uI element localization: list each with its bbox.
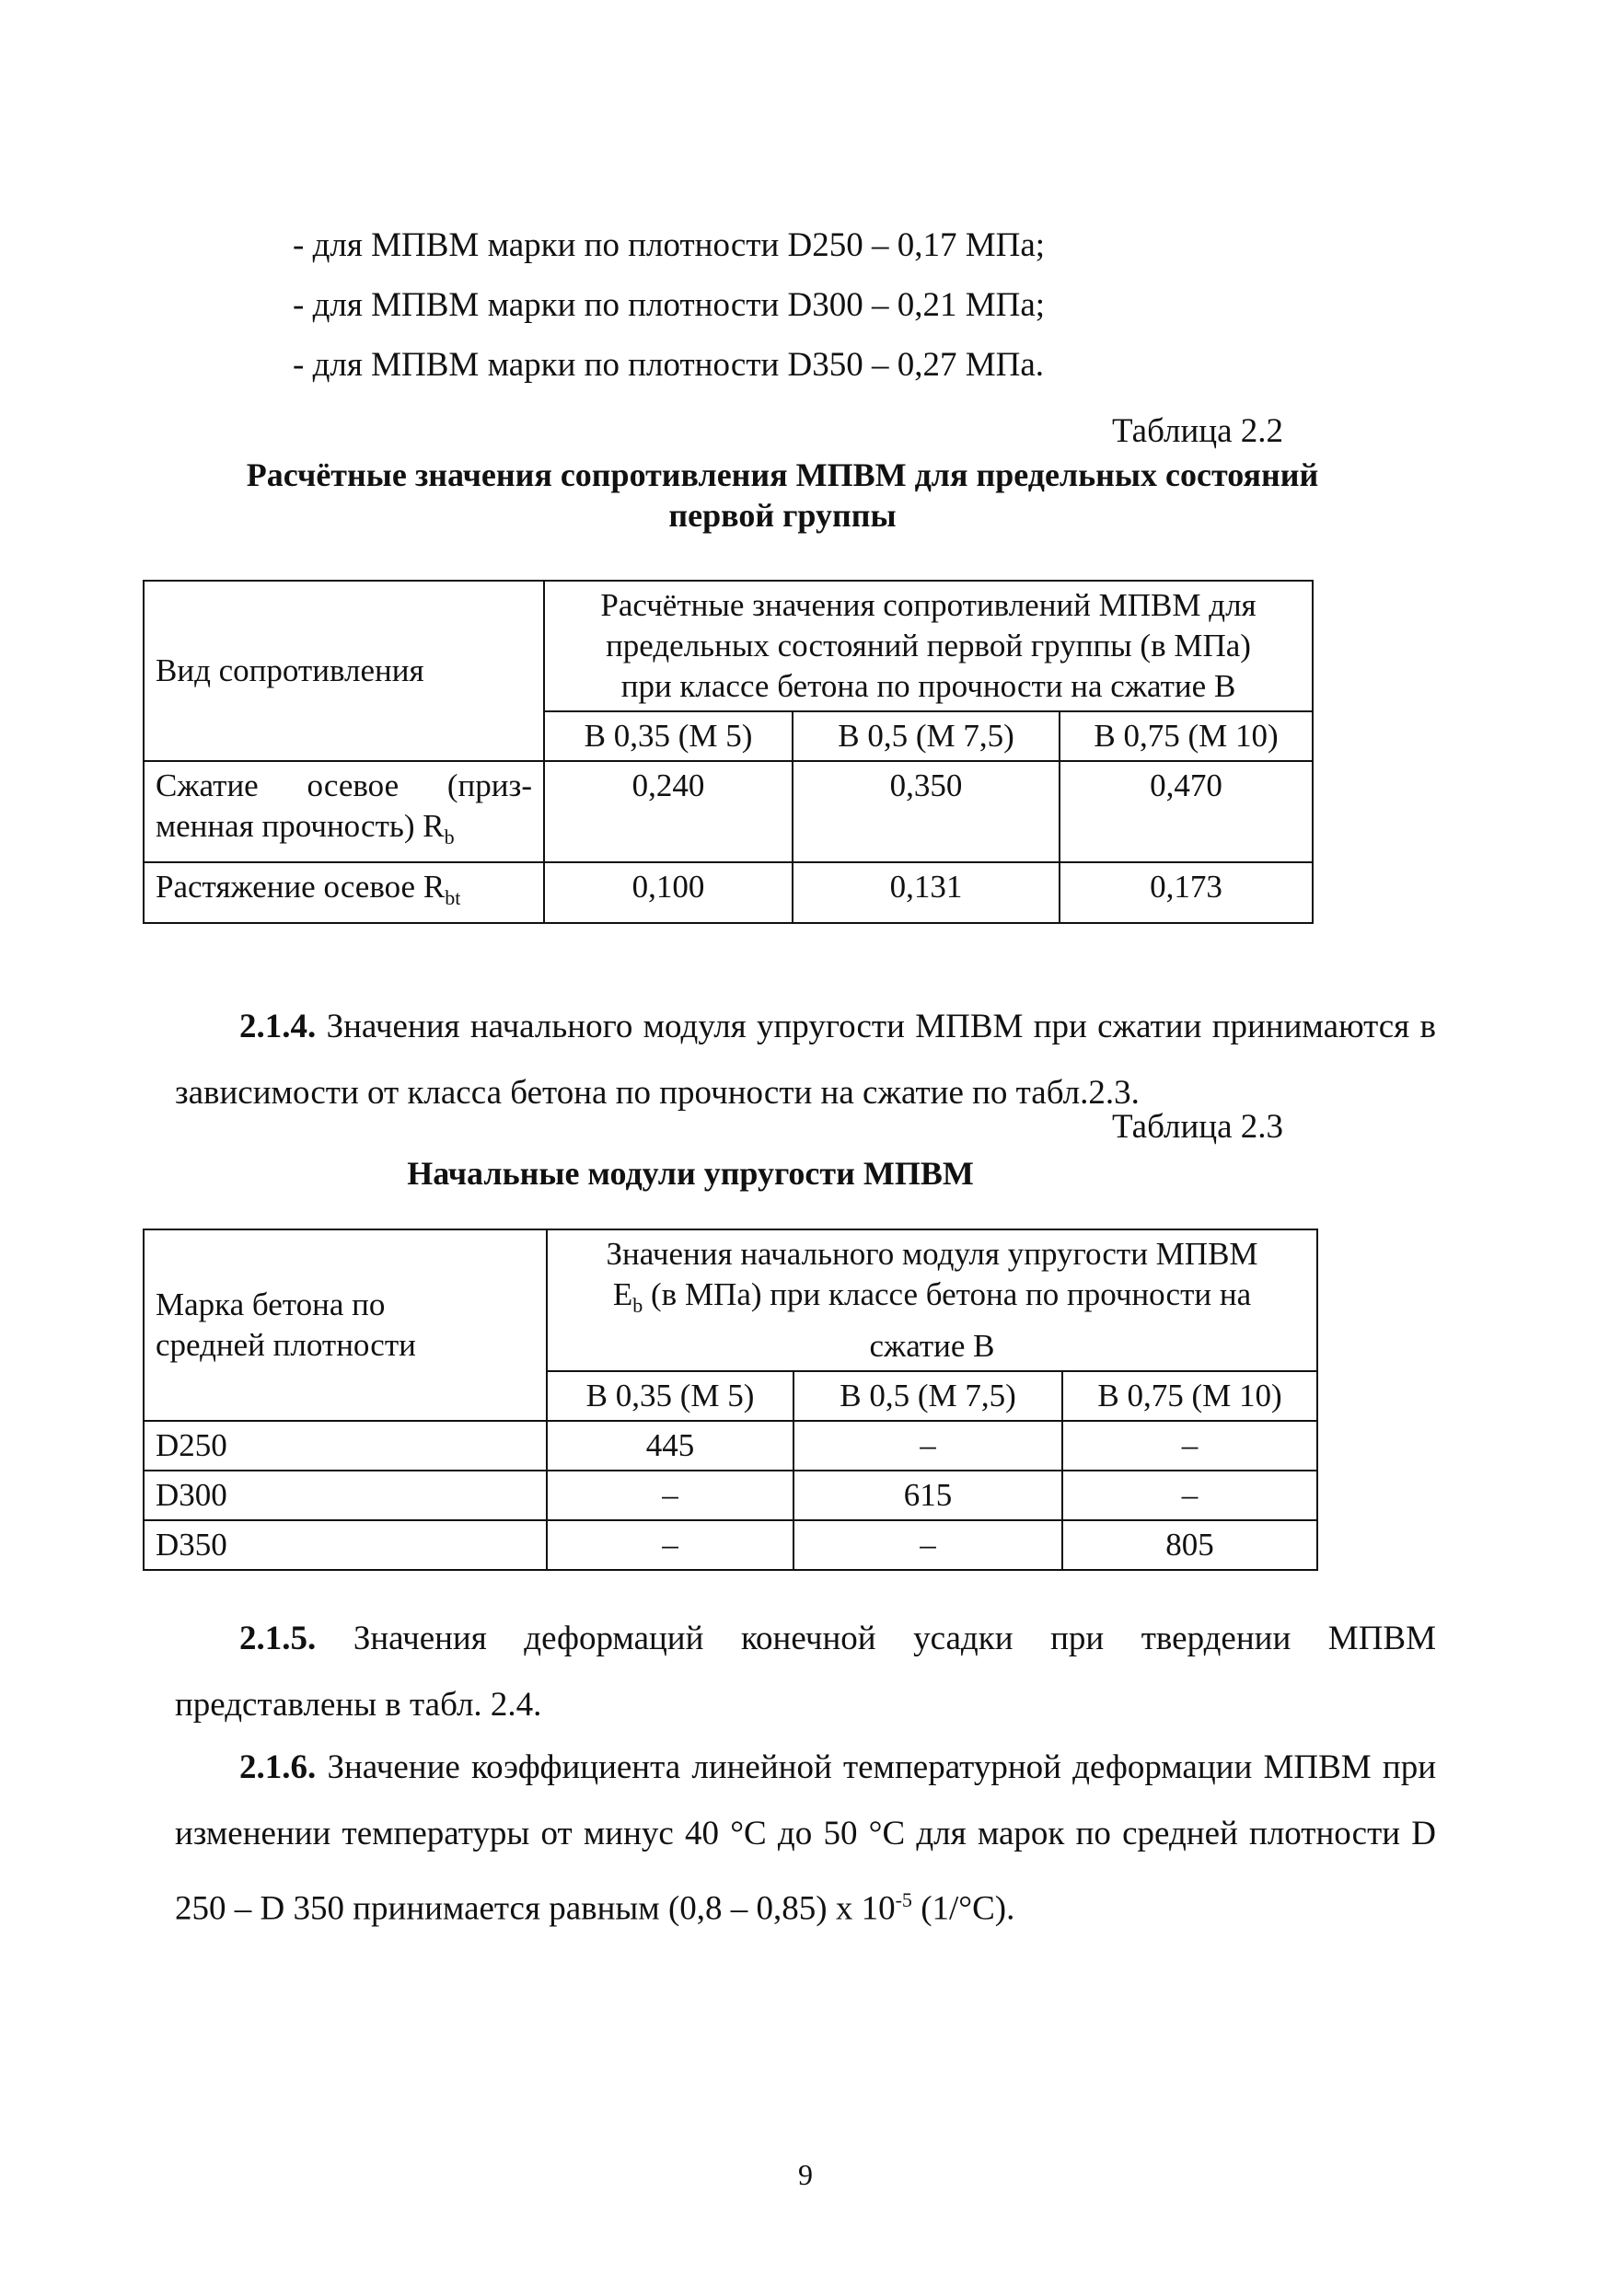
table-cell: 0,350	[793, 761, 1060, 862]
table23-group-header-line2: $E_b$ (в МПа) при классе бетона по прочности на	[612, 1276, 1252, 1317]
table23-group-header	[547, 1229, 1317, 1371]
bullet-d300: - для МПВМ марки по плотности D300 – 0,21 МПа;	[293, 286, 1046, 324]
table-cell: 0,131	[793, 862, 1060, 923]
table23-class-header: В 0,5 (М 7,5)	[793, 1371, 1062, 1421]
table22-row-label-line1: Сжатие осевое (приз-	[156, 767, 532, 803]
table23-group-header-line3: сжатие В	[869, 1328, 995, 1364]
table23-group-header-line1: Значения начального модуля упругости МПВМ	[606, 1236, 1258, 1272]
table-cell: 0,470	[1060, 761, 1313, 862]
table-row	[144, 1421, 1317, 1471]
table-cell: –	[1062, 1421, 1317, 1471]
table23-col1-header: Марка бетона по средней плотности	[144, 1229, 547, 1421]
table-2-2	[143, 580, 1314, 924]
table22-row-label	[144, 761, 544, 862]
table22-group-header: Расчётные значения сопротивлений МПВМ для предельных состояний первой группы (в МПа) при классе бетона по прочности на сжатие В	[544, 581, 1313, 711]
table23-class-header: В 0,35 (М 5)	[547, 1371, 793, 1421]
paragraph-text: Значение коэффициента линейной температурной деформации МПВМ при изменении температуры от минус 40 °С до 50 °С для марок по средней плотности D 250 – D 350 принимается равным (0,8 – 0,85) x 10	[175, 1748, 1436, 1928]
table-cell: –	[547, 1471, 793, 1520]
table-2-3	[143, 1229, 1318, 1571]
bullet-d250: - для МПВМ марки по плотности D250 – 0,17 МПа;	[293, 226, 1046, 264]
table-cell: 445	[547, 1421, 793, 1471]
bullet-d350: - для МПВМ марки по плотности D350 – 0,27 МПа.	[293, 346, 1045, 384]
table22-caption: Таблица 2.2	[1112, 412, 1283, 450]
paragraph-text: Значения деформаций конечной усадки при твердении МПВМ представлены в табл. 2.4.	[175, 1620, 1437, 1724]
table-row	[144, 761, 1313, 862]
table-cell: –	[547, 1520, 793, 1570]
table23-row-label: D300	[144, 1471, 547, 1520]
paragraph-2-1-6	[175, 1735, 1436, 1942]
exponent: -5	[895, 1888, 912, 1911]
paragraph-number: 2.1.6.	[239, 1748, 317, 1786]
table23-row-label: D350	[144, 1520, 547, 1570]
table-row	[144, 1520, 1317, 1570]
paragraph-text: Значения начального модуля упругости МПВМ при сжатии принимаются в зависимости от класса бетона по прочности на сжатие по табл.2.3.	[175, 1008, 1436, 1112]
table-cell: –	[793, 1520, 1062, 1570]
table-cell: –	[1062, 1471, 1317, 1520]
paragraph-text-end: (1/°С).	[911, 1889, 1015, 1928]
table23-row-label: D250	[144, 1421, 547, 1471]
table23-class-header: В 0,75 (М 10)	[1062, 1371, 1317, 1421]
table23-caption: Таблица 2.3	[1112, 1108, 1283, 1146]
table22-title	[138, 455, 1427, 536]
table22-class-header: В 0,75 (М 10)	[1060, 711, 1313, 761]
table-cell: 615	[793, 1471, 1062, 1520]
table22-col1-header: Вид сопротивления	[144, 581, 544, 761]
table22-class-header: В 0,5 (М 7,5)	[793, 711, 1060, 761]
table-cell: 0,100	[544, 862, 793, 923]
table23-title: Начальные модули упругости МПВМ	[407, 1155, 974, 1192]
table22-title-line2: первой группы	[668, 497, 897, 534]
table22-row-label-line2: менная прочность) $R_b$	[156, 808, 455, 848]
paragraph-number: 2.1.4.	[239, 1008, 317, 1045]
table-row	[144, 1471, 1317, 1520]
paragraph-2-1-5	[175, 1606, 1436, 1738]
table-cell: 0,240	[544, 761, 793, 862]
table22-class-header: В 0,35 (М 5)	[544, 711, 793, 761]
table22-row-label: Растяжение осевое $R_{bt}$	[144, 862, 544, 923]
table22-title-line1: Расчётные значения сопротивления МПВМ для предельных состояний	[246, 456, 1319, 493]
paragraph-number: 2.1.5.	[239, 1620, 317, 1657]
table-cell: 805	[1062, 1520, 1317, 1570]
table-row	[144, 862, 1313, 923]
page-number: 9	[798, 2158, 813, 2191]
table-cell: –	[793, 1421, 1062, 1471]
table-cell: 0,173	[1060, 862, 1313, 923]
